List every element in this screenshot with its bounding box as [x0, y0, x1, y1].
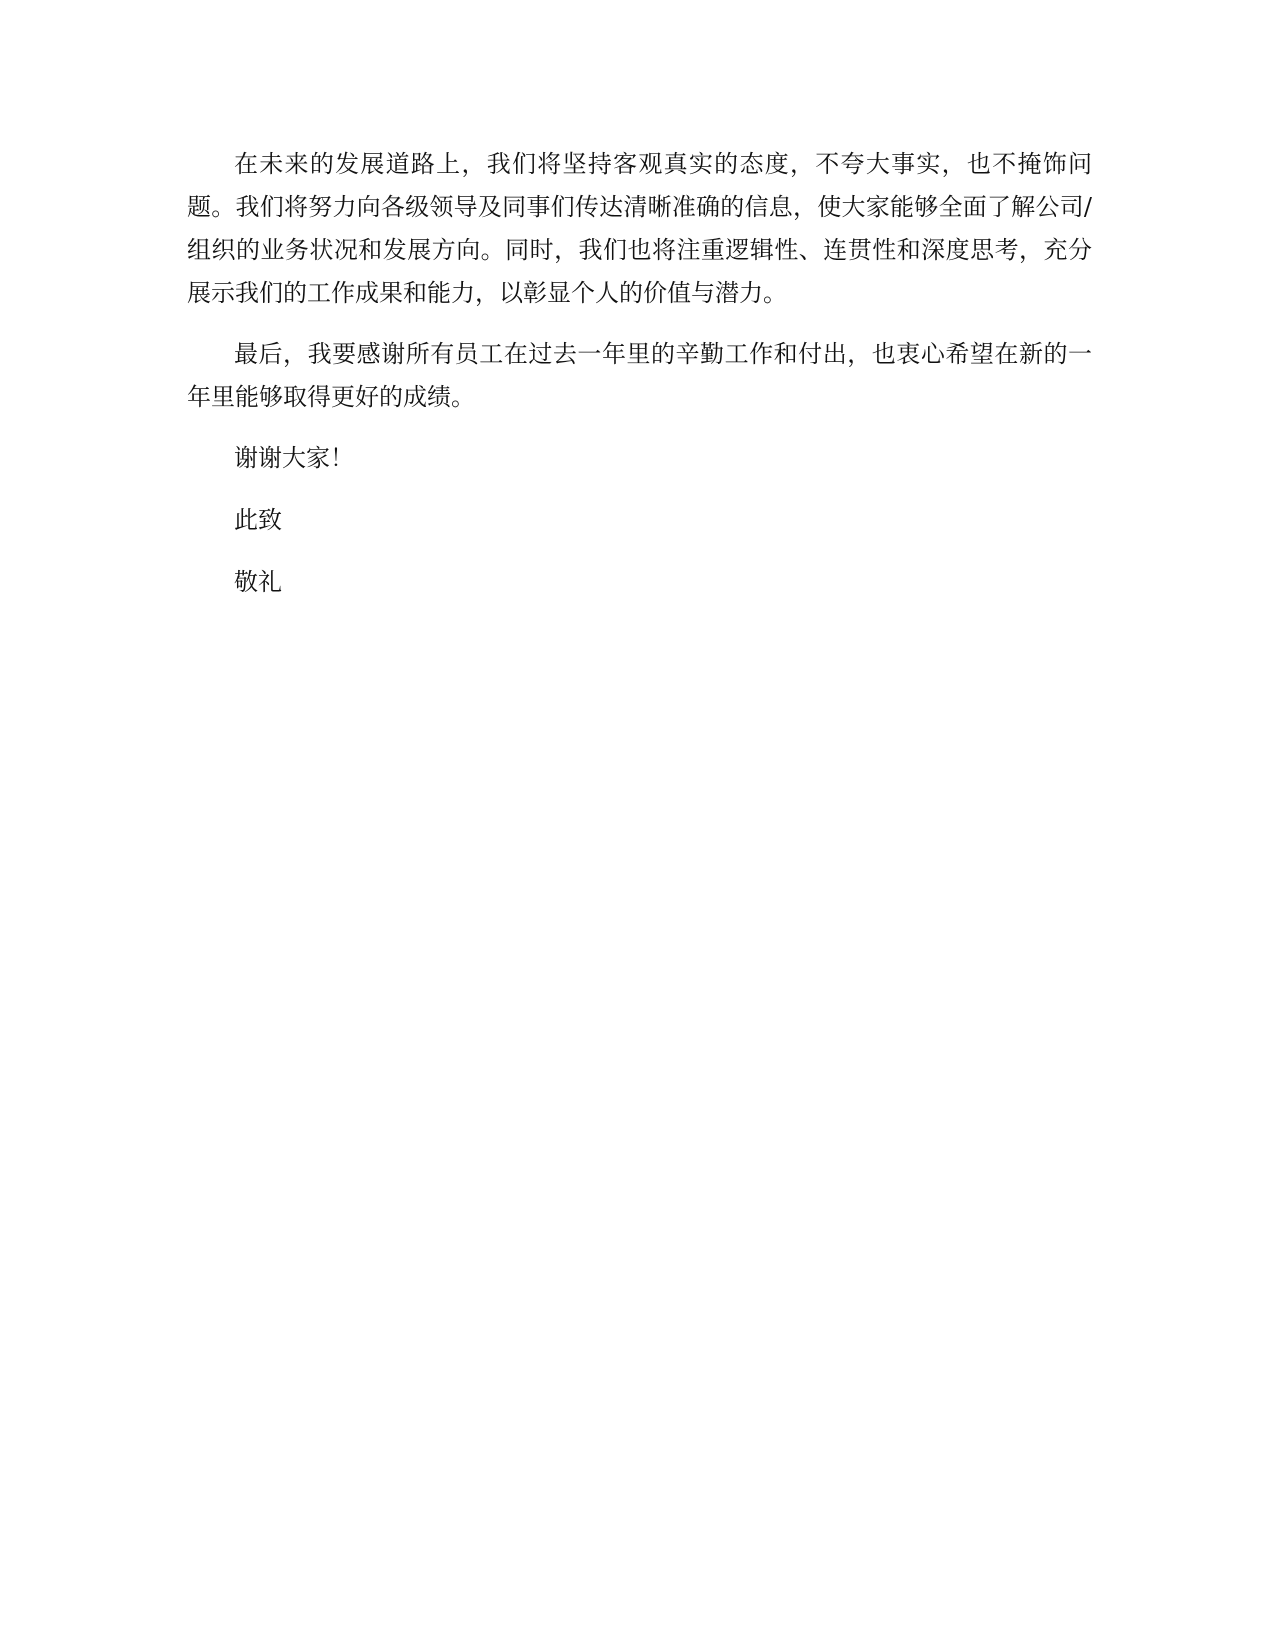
closing-line-1: 此致: [234, 506, 282, 534]
document-body: [187, 143, 1092, 623]
closing-line-2: 敬礼: [234, 568, 282, 596]
paragraph-gratitude: 最后，我要感谢所有员工在过去一年里的辛勤工作和付出，也衷心希望在新的一年里能够取得更好的成绩。: [187, 340, 1092, 411]
thanks-line: 谢谢大家！: [234, 444, 354, 472]
paragraph-future-development: 在未来的发展道路上，我们将坚持客观真实的态度，不夸大事实，也不掩饰问题。我们将努力向各级领导及同事们传达清晰准确的信息，使大家能够全面了解公司/组织的业务状况和发展方向。同时，我们也将注重逻辑性、连贯性和深度思考，充分展示我们的工作成果和能力，以彰显个人的价值与潜力。: [187, 150, 1092, 307]
